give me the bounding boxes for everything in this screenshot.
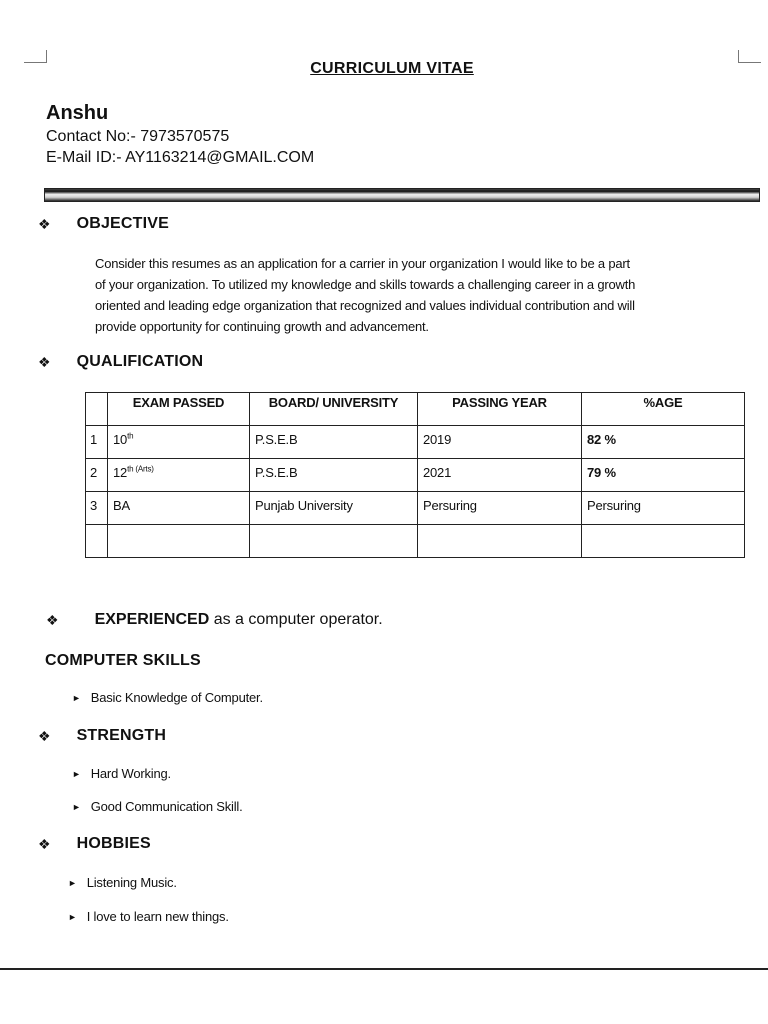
column-header-percentage: %AGE — [582, 393, 745, 426]
hobbies-heading-row — [38, 835, 151, 853]
list-item — [72, 690, 263, 705]
strength-text: Hard Working. — [90, 766, 171, 781]
arrow-bullet-icon: ► — [68, 911, 77, 922]
objective-text — [95, 253, 745, 337]
percentage-cell: 79 % — [582, 459, 745, 492]
exam-cell — [108, 525, 250, 558]
document-title: CURRICULUM VITAE — [310, 60, 474, 77]
header-divider — [44, 188, 760, 202]
objective-line: Consider this resumes as an application for a carrier in your organization I would like to be a part — [95, 256, 630, 271]
row-number: 3 — [86, 492, 108, 525]
exam-cell: 10th — [108, 426, 250, 459]
strength-text: Good Communication Skill. — [90, 799, 243, 814]
experience-bold: EXPERIENCED — [94, 611, 210, 628]
experience-row — [46, 611, 383, 629]
year-cell: 2019 — [418, 426, 582, 459]
experience-rest: as a computer operator. — [209, 611, 383, 628]
diamond-bullet-icon: ❖ — [38, 835, 51, 852]
hobby-text: Listening Music. — [86, 875, 177, 890]
list-item — [72, 799, 243, 814]
diamond-bullet-icon: ❖ — [38, 215, 51, 232]
exam-cell: BA — [108, 492, 250, 525]
percentage-cell: 82 % — [582, 426, 745, 459]
skill-text: Basic Knowledge of Computer. — [90, 690, 263, 705]
table-row — [86, 426, 745, 459]
row-number — [86, 525, 108, 558]
year-cell: Persuring — [418, 492, 582, 525]
table-row — [86, 492, 745, 525]
column-header-no — [86, 393, 108, 426]
qualification-heading-row — [38, 353, 203, 371]
percentage-cell: Persuring — [582, 492, 745, 525]
table-row — [86, 459, 745, 492]
arrow-bullet-icon: ► — [72, 692, 81, 703]
hobbies-heading: HOBBIES — [76, 835, 151, 852]
list-item — [68, 875, 177, 890]
year-cell: 2021 — [418, 459, 582, 492]
page-bottom-border — [0, 968, 768, 970]
objective-heading-row — [38, 215, 169, 233]
objective-line: provide opportunity for continuing growth and advancement. — [95, 319, 429, 334]
column-header-year: PASSING YEAR — [418, 393, 582, 426]
candidate-name: Anshu — [46, 102, 109, 124]
arrow-bullet-icon: ► — [72, 768, 81, 779]
experience-text — [95, 611, 383, 629]
percentage-cell — [582, 525, 745, 558]
exam-cell: $12^{th (Arts)}$ — [108, 459, 250, 492]
diamond-bullet-icon: ❖ — [46, 611, 59, 628]
qualification-table — [85, 392, 745, 558]
board-cell — [250, 525, 418, 558]
objective-line: oriented and leading edge organization that recognized and values individual contribution and will — [95, 298, 635, 313]
year-cell — [418, 525, 582, 558]
arrow-bullet-icon: ► — [68, 877, 77, 888]
diamond-bullet-icon: ❖ — [38, 353, 51, 370]
email-address: E-Mail ID:- AY1163214@GMAIL.COM — [46, 149, 315, 166]
strength-heading: STRENGTH — [76, 727, 167, 744]
column-header-board: BOARD/ UNIVERSITY — [250, 393, 418, 426]
row-number: 2 — [86, 459, 108, 492]
objective-heading: OBJECTIVE — [76, 215, 170, 232]
strength-heading-row — [38, 727, 166, 745]
row-number: 1 — [86, 426, 108, 459]
list-item — [68, 909, 229, 924]
qualification-heading: QUALIFICATION — [76, 353, 204, 370]
column-header-exam: EXAM PASSED — [108, 393, 250, 426]
list-item — [72, 766, 171, 781]
board-cell: Punjab University — [250, 492, 418, 525]
board-cell: P.S.E.B — [250, 426, 418, 459]
computer-skills-heading: COMPUTER SKILLS — [45, 652, 201, 669]
contact-number: Contact No:- 7973570575 — [46, 128, 230, 145]
diamond-bullet-icon: ❖ — [38, 727, 51, 744]
objective-line: of your organization. To utilized my knowledge and skills towards a challenging career in a growth — [95, 277, 636, 292]
hobby-text: I love to learn new things. — [86, 909, 229, 924]
board-cell: P.S.E.B — [250, 459, 418, 492]
table-row — [86, 525, 745, 558]
table-header-row — [86, 393, 745, 426]
arrow-bullet-icon: ► — [72, 801, 81, 812]
